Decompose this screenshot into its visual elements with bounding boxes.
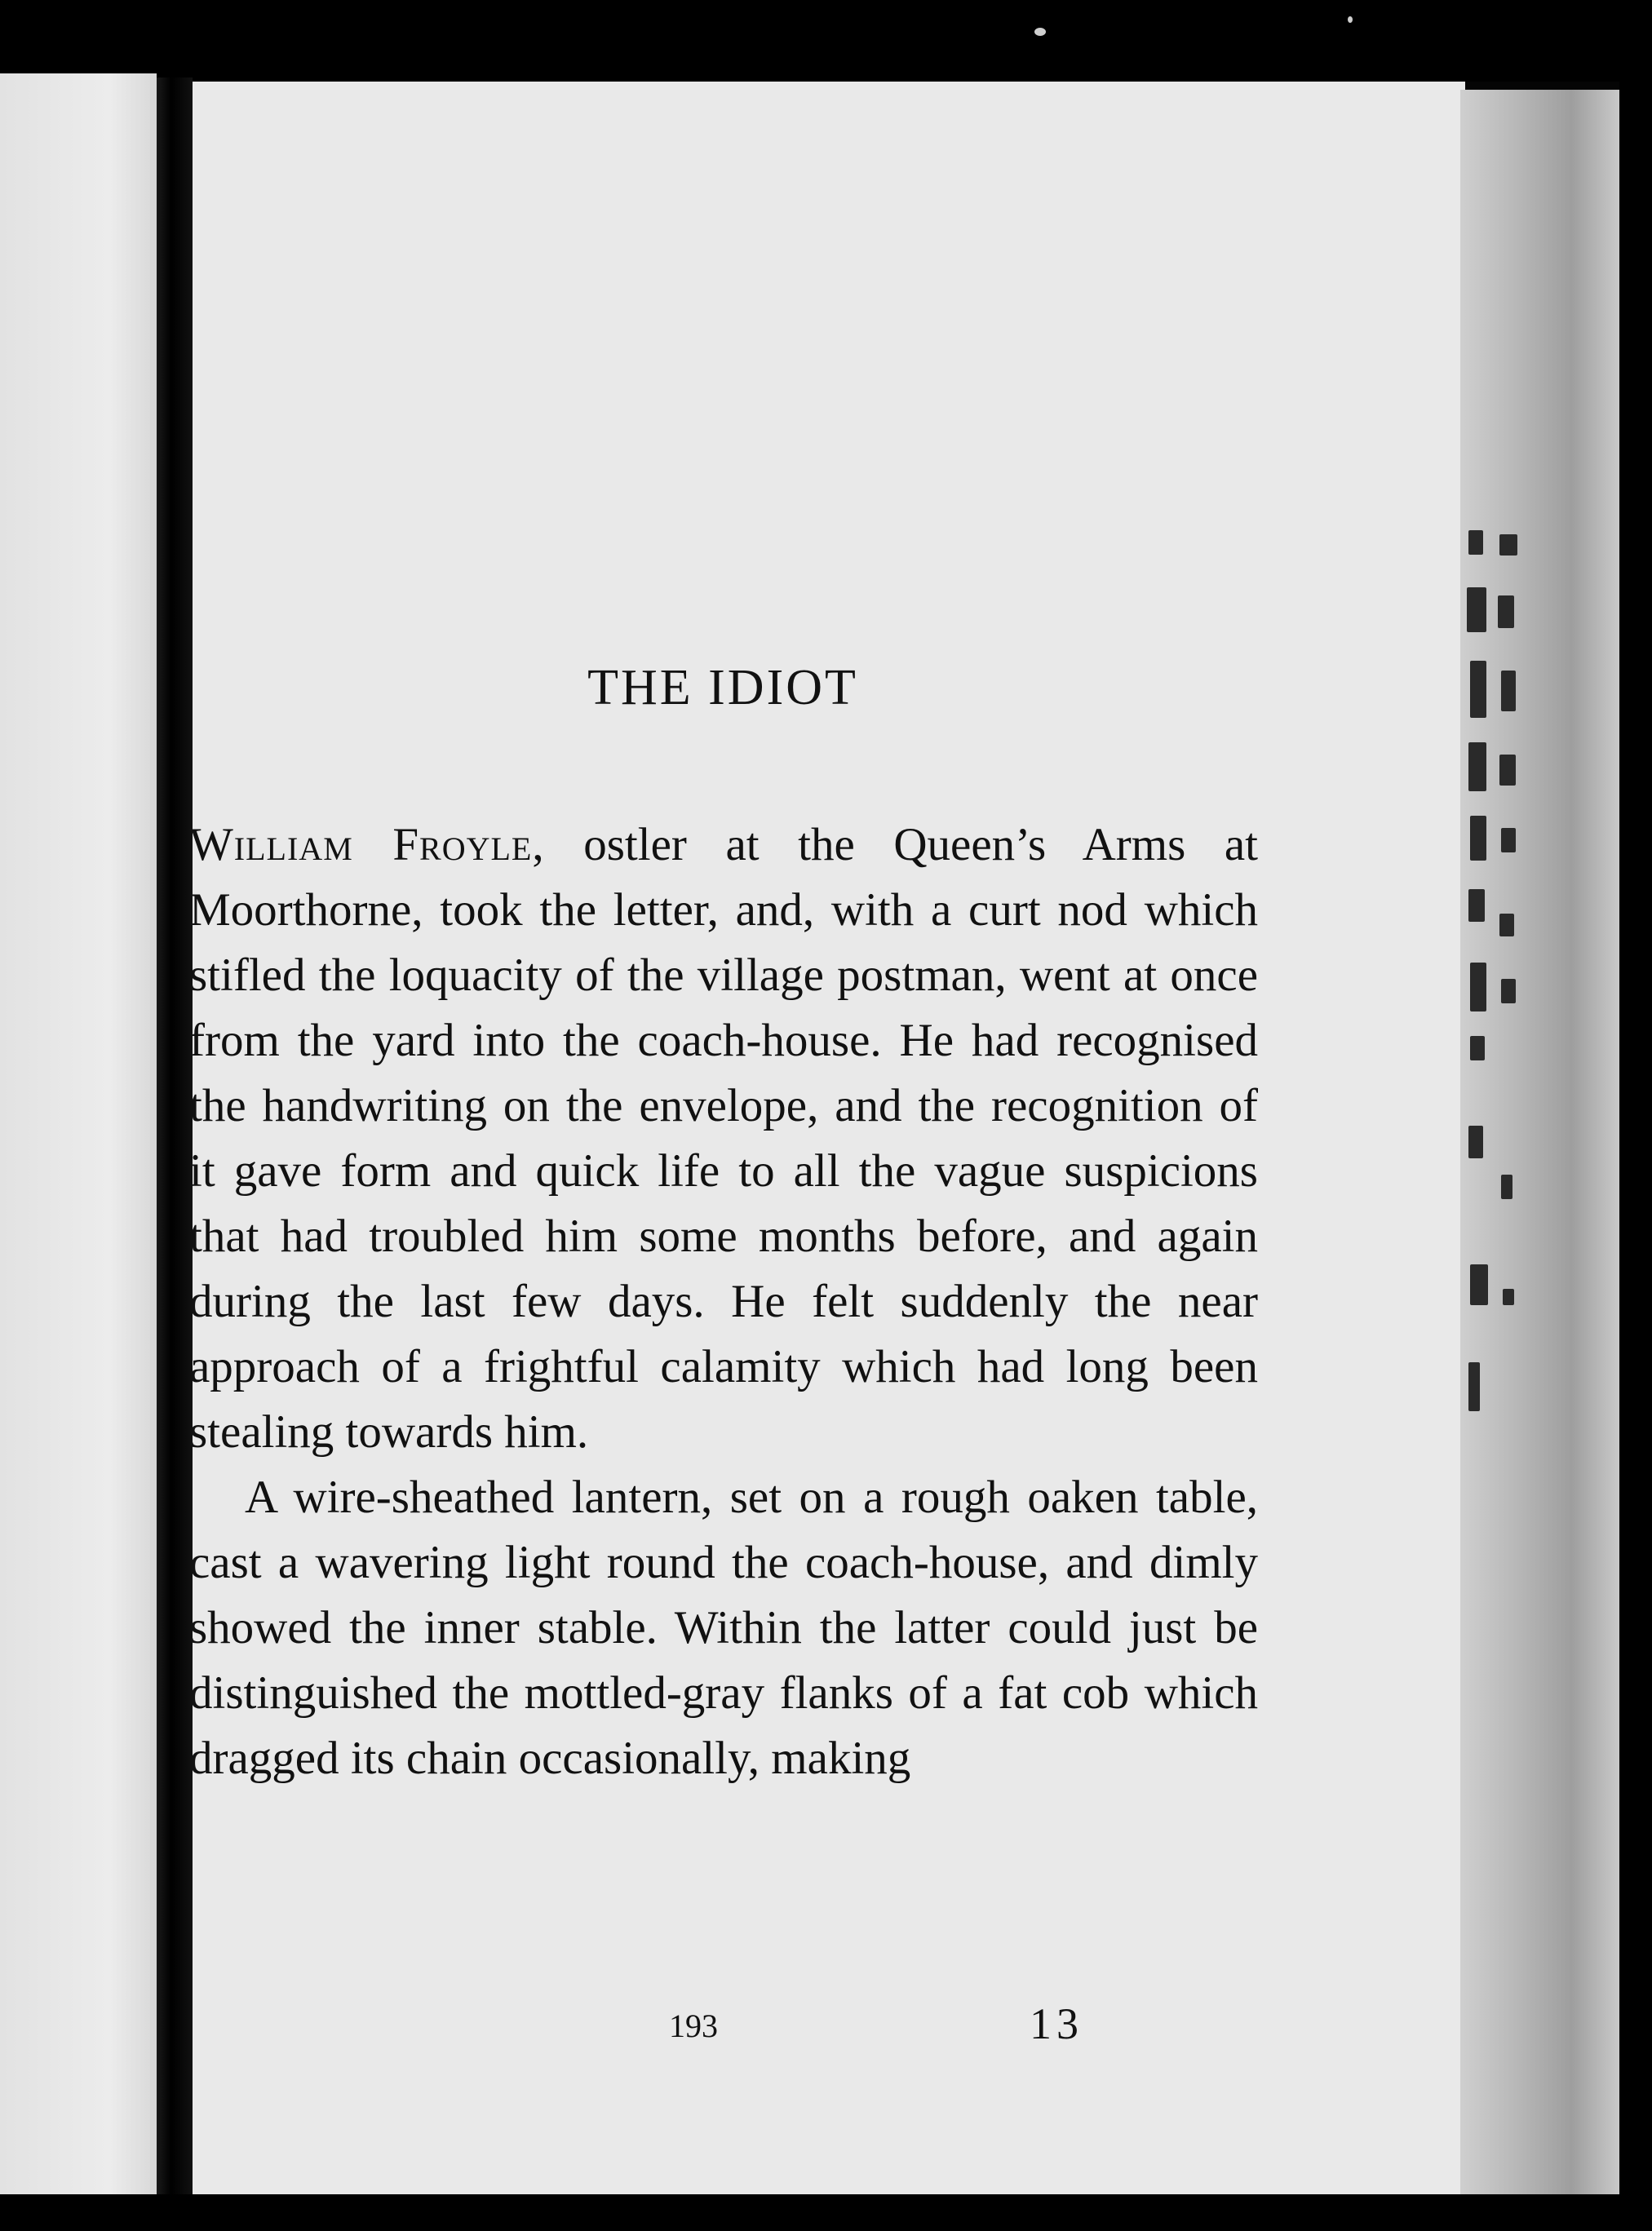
signature-mark: 193 bbox=[669, 2007, 718, 2044]
paragraph bbox=[189, 812, 1258, 1465]
paragraph bbox=[189, 1465, 1258, 1791]
paragraph-text: A wire-sheathed lantern, set on a rough oaken table, cast a wavering light round the coach-house, and dimly showed the inner stable. Within the latter could just be distinguished the mottled-gray flanks of a fat cob which dragged its chain occasionally, making bbox=[189, 1472, 1258, 1784]
chapter-title: THE IDIOT bbox=[587, 660, 858, 715]
dust-speck bbox=[1348, 16, 1353, 23]
scan-right-border bbox=[1619, 82, 1652, 2231]
facing-page-edge bbox=[0, 73, 157, 2194]
paragraph-lead: William Froyle, bbox=[189, 819, 545, 870]
scan-bottom-border bbox=[0, 2194, 1652, 2231]
book-gutter bbox=[157, 77, 193, 2198]
dust-speck bbox=[1034, 28, 1046, 36]
page-block-edge bbox=[1460, 90, 1619, 2202]
body-text bbox=[189, 812, 1258, 1791]
scan-top-border bbox=[0, 0, 1652, 82]
paragraph-text: ostler at the Queen’s Arms at Moorthorne, took the letter, and, with a curt nod which stifled the loquacity of the village postman, went at once from the yard into the coach-house. He had recognised the handwriting on the envelope, and the recognition of it gave form and quick life to all the vague suspicions that had troubled him some months before, and again during the last few days. He felt suddenly the near approach of a frightful calamity which had long been stealing towards him. bbox=[189, 819, 1259, 1458]
page-number: 13 bbox=[1030, 1999, 1083, 2048]
